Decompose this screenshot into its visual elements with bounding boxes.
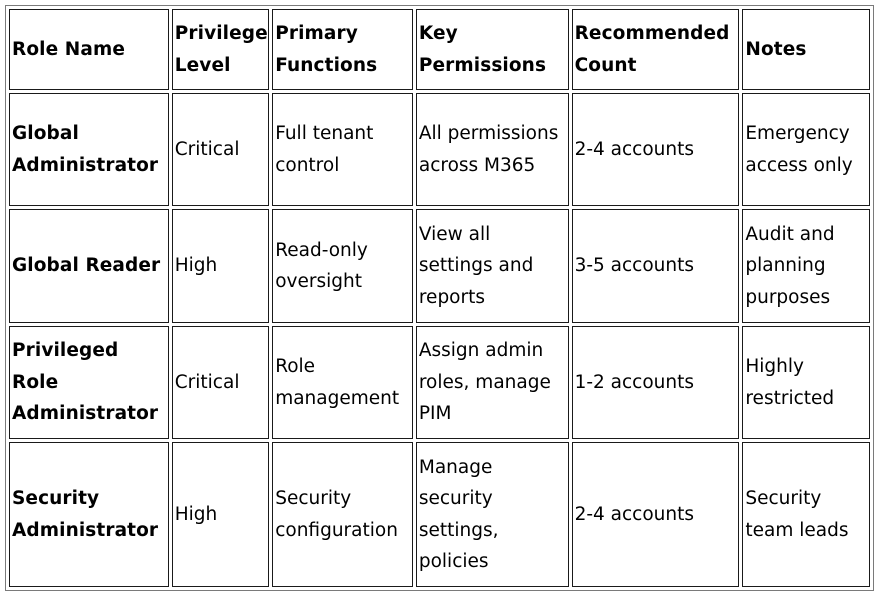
cell-recommended-count: 1-2 accounts [572,326,740,439]
cell-role-name: Global Administrator [9,93,169,206]
header-privilege-level: Privilege Level [172,9,269,90]
cell-privilege-level: High [172,442,269,587]
cell-notes: Audit and planning purposes [742,209,870,322]
table-row [9,209,870,322]
cell-primary-functions: Security configuration [272,442,413,587]
table-row [9,442,870,587]
cell-primary-functions: Role management [272,326,413,439]
cell-privilege-level: Critical [172,93,269,206]
cell-notes: Highly restricted [742,326,870,439]
cell-key-permissions: Assign admin roles, manage PIM [416,326,569,439]
table-row [9,93,870,206]
admin-roles-table-container [5,5,874,591]
cell-role-name: Global Reader [9,209,169,322]
cell-privilege-level: High [172,209,269,322]
cell-primary-functions: Full tenant control [272,93,413,206]
header-notes: Notes [742,9,870,90]
header-role-name: Role Name [9,9,169,90]
header-recommended-count: Recommended Count [572,9,740,90]
cell-primary-functions: Read-only oversight [272,209,413,322]
cell-recommended-count: 2-4 accounts [572,93,740,206]
cell-role-name: Privileged Role Administrator [9,326,169,439]
cell-recommended-count: 3-5 accounts [572,209,740,322]
cell-notes: Security team leads [742,442,870,587]
admin-roles-table [6,6,873,590]
cell-key-permissions: All permissions across M365 [416,93,569,206]
header-key-permissions: Key Permissions [416,9,569,90]
cell-key-permissions: View all settings and reports [416,209,569,322]
cell-privilege-level: Critical [172,326,269,439]
cell-recommended-count: 2-4 accounts [572,442,740,587]
table-row [9,326,870,439]
header-primary-functions: Primary Functions [272,9,413,90]
cell-notes: Emergency access only [742,93,870,206]
cell-role-name: Security Administrator [9,442,169,587]
table-header-row [9,9,870,90]
cell-key-permissions: Manage security settings, policies [416,442,569,587]
